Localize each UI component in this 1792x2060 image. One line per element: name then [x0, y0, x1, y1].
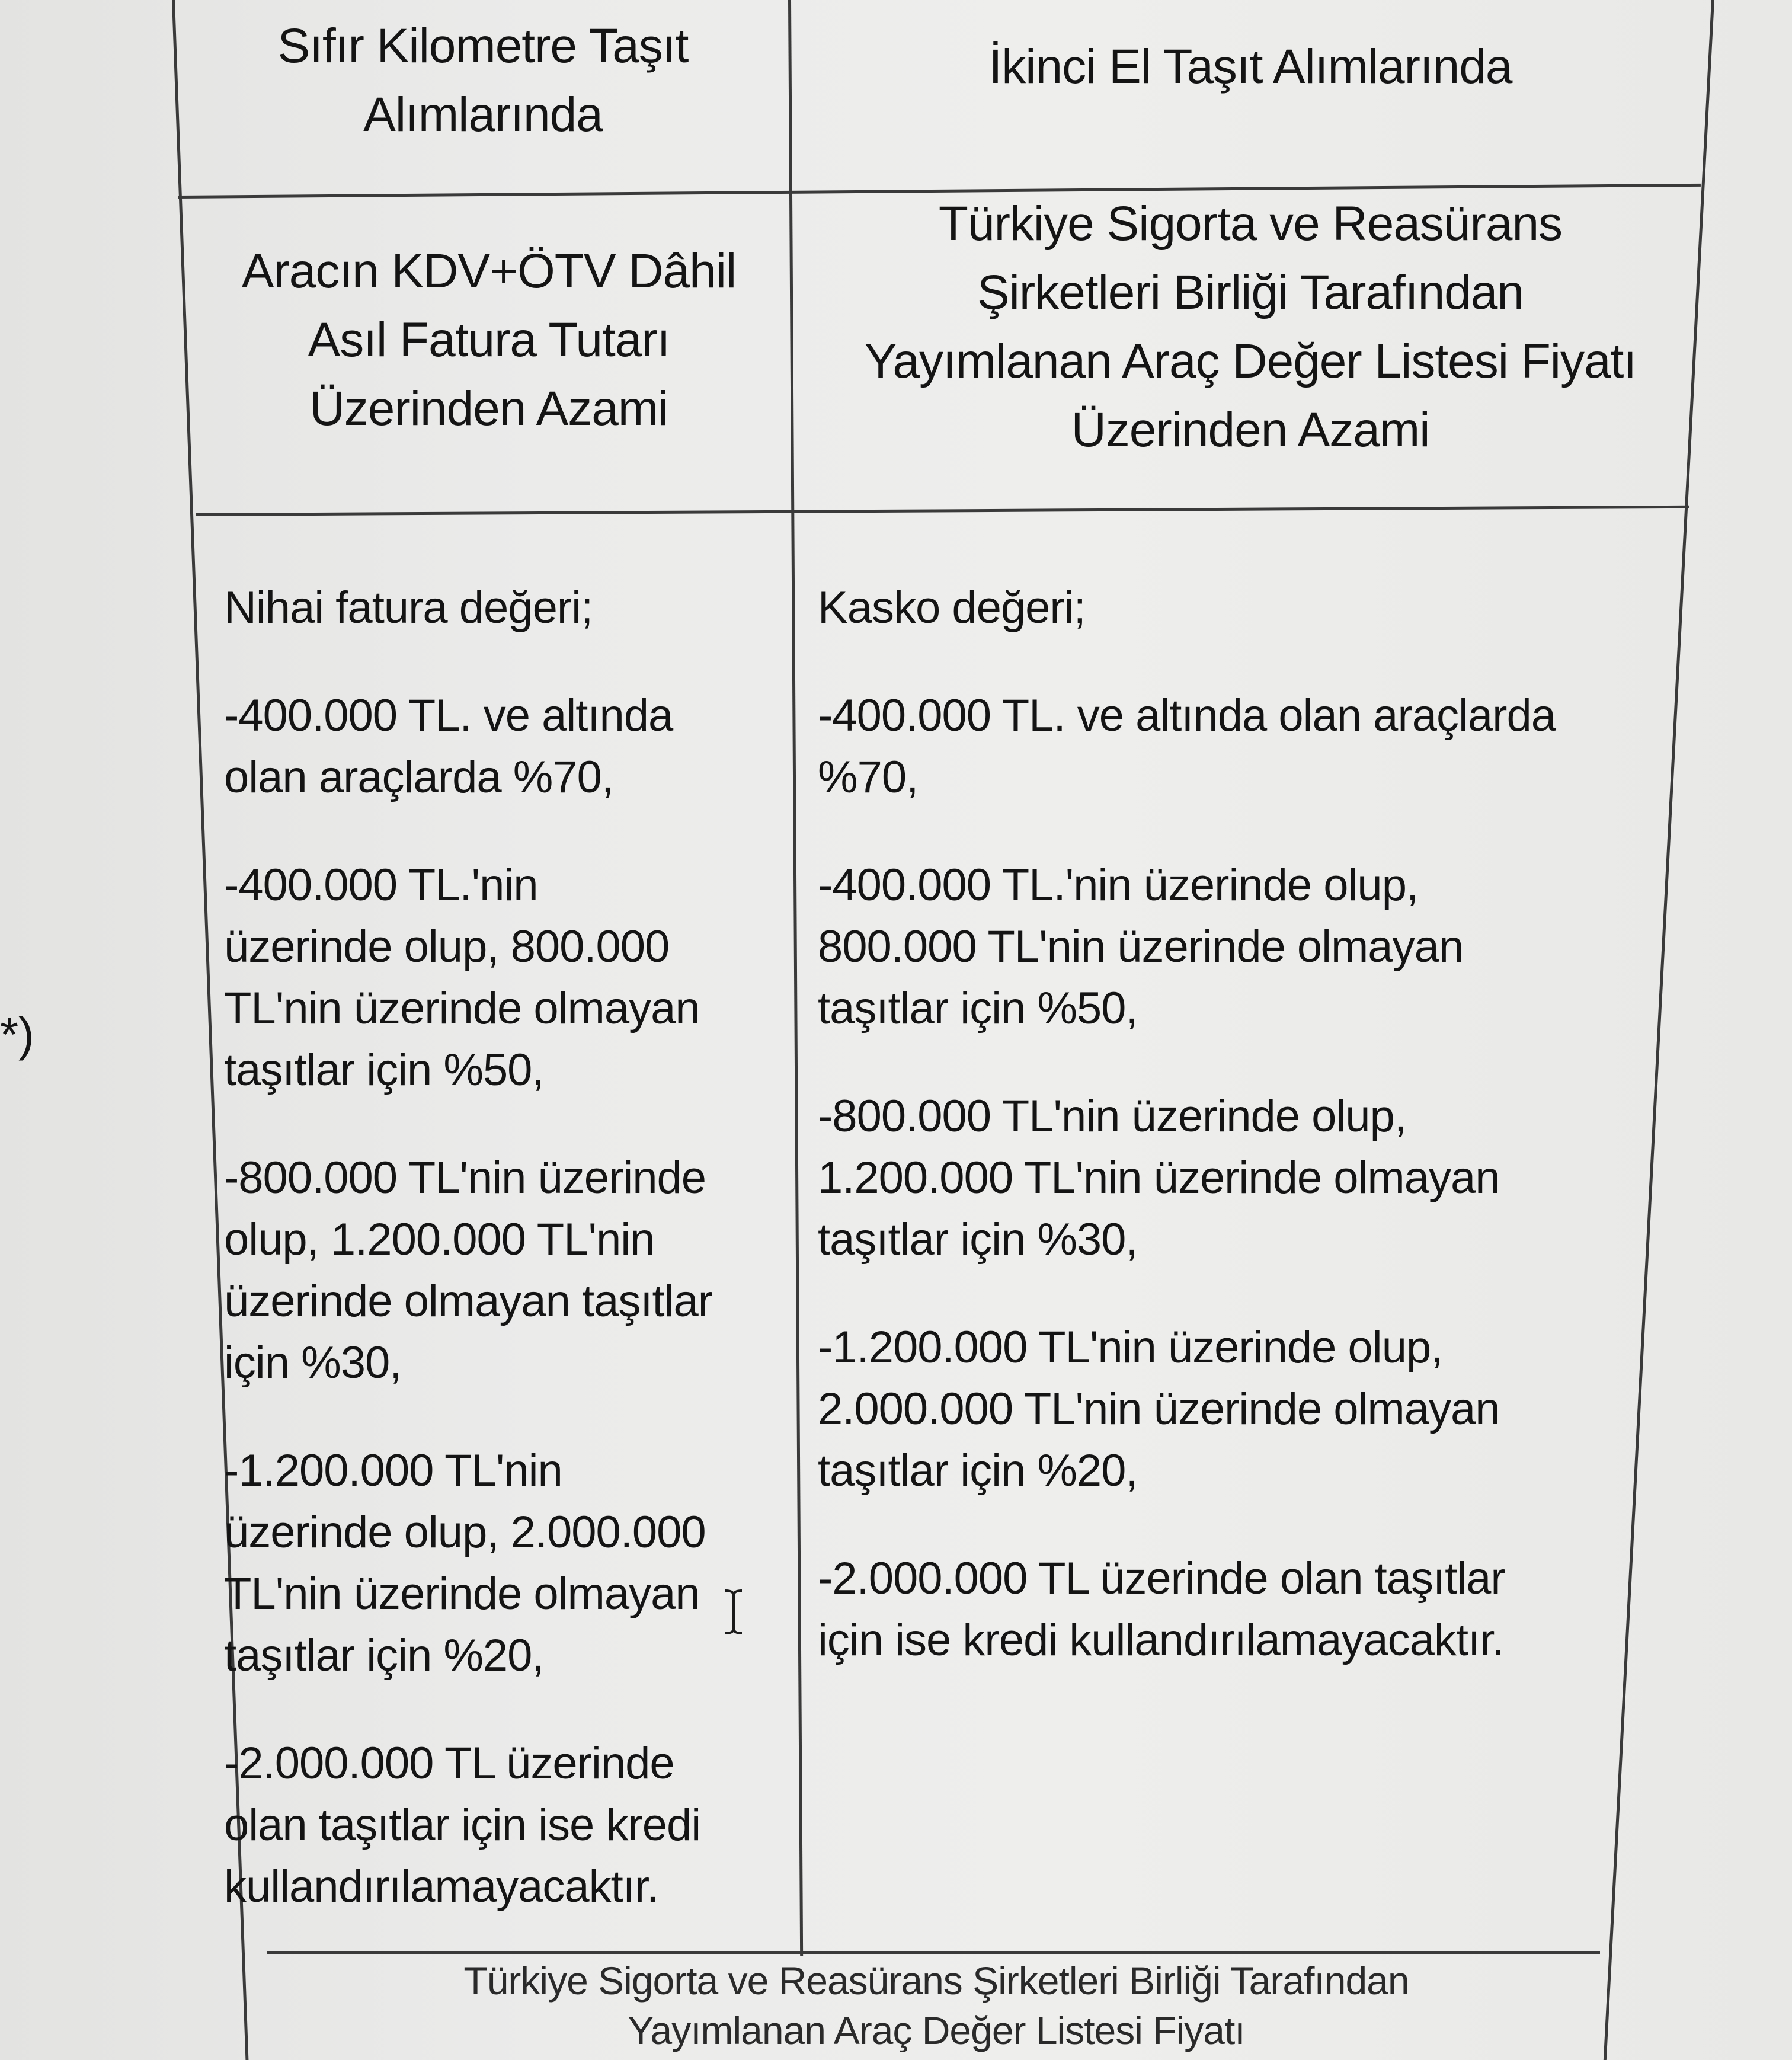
basis-used-vehicle: Türkiye Sigorta ve Reasürans Şirketleri Birliği Tarafından Yayımlanan Araç Değer Listesi Fiyatı Üzerinden Azami [864, 197, 1637, 457]
side-marker: *) [0, 1008, 34, 1061]
table-row-line-2 [196, 506, 1689, 516]
new-vehicle-intro: Nihai fatura değeri; [224, 583, 593, 633]
used-vehicle-rules [818, 516, 1695, 1671]
new-vehicle-rules [224, 516, 793, 1918]
new-vehicle-rule-1: -400.000 TL. ve altında olan araçlarda %70, [224, 690, 673, 802]
header-used-vehicle: İkinci El Taşıt Alımlarında [988, 40, 1512, 94]
new-vehicle-rule-4: -1.200.000 TL'nin üzerinde olup, 2.000.000 TL'nin üzerinde olmayan taşıtlar için %20, [224, 1445, 706, 1681]
footer-note: Türkiye Sigorta ve Reasürans Şirketleri Birliği Tarafından Yayımlanan Araç Değer Listesi Fiyatı [463, 1959, 1409, 2052]
used-vehicle-intro: Kasko değeri; [818, 583, 1086, 633]
header-new-vehicle: Sıfır Kilometre Taşıt Alımlarında [277, 19, 689, 142]
used-vehicle-rule-3: -800.000 TL'nin üzerinde olup, 1.200.000 TL'nin üzerinde olmayan taşıtlar için %30, [818, 1091, 1500, 1265]
new-vehicle-rule-2: -400.000 TL.'nin üzerinde olup, 800.000 TL'nin üzerinde olmayan taşıtlar için %50, [224, 860, 700, 1095]
text-cursor-icon [722, 1588, 745, 1636]
used-vehicle-rule-4: -1.200.000 TL'nin üzerinde olup, 2.000.000 TL'nin üzerinde olmayan taşıtlar için %20, [818, 1322, 1500, 1496]
basis-new-vehicle: Aracın KDV+ÖTV Dâhil Asıl Fatura Tutarı Üzerinden Azami [241, 244, 737, 436]
used-vehicle-rule-5: -2.000.000 TL üzerinde olan taşıtlar için ise kredi kullandırılamayacaktır. [818, 1553, 1505, 1665]
used-vehicle-rule-2: -400.000 TL.'nin üzerinde olup, 800.000 TL'nin üzerinde olmayan taşıtlar için %50, [818, 860, 1464, 1034]
new-vehicle-rule-5: -2.000.000 TL üzerinde olan taşıtlar için ise kredi kullandırılamayacaktır. [224, 1738, 701, 1912]
table-row-line-3 [267, 1951, 1600, 1954]
new-vehicle-rule-3: -800.000 TL'nin üzerinde olup, 1.200.000 TL'nin üzerinde olmayan taşıtlar için %30, [224, 1153, 713, 1388]
used-vehicle-rule-1: -400.000 TL. ve altında olan araçlarda %70, [818, 690, 1556, 802]
